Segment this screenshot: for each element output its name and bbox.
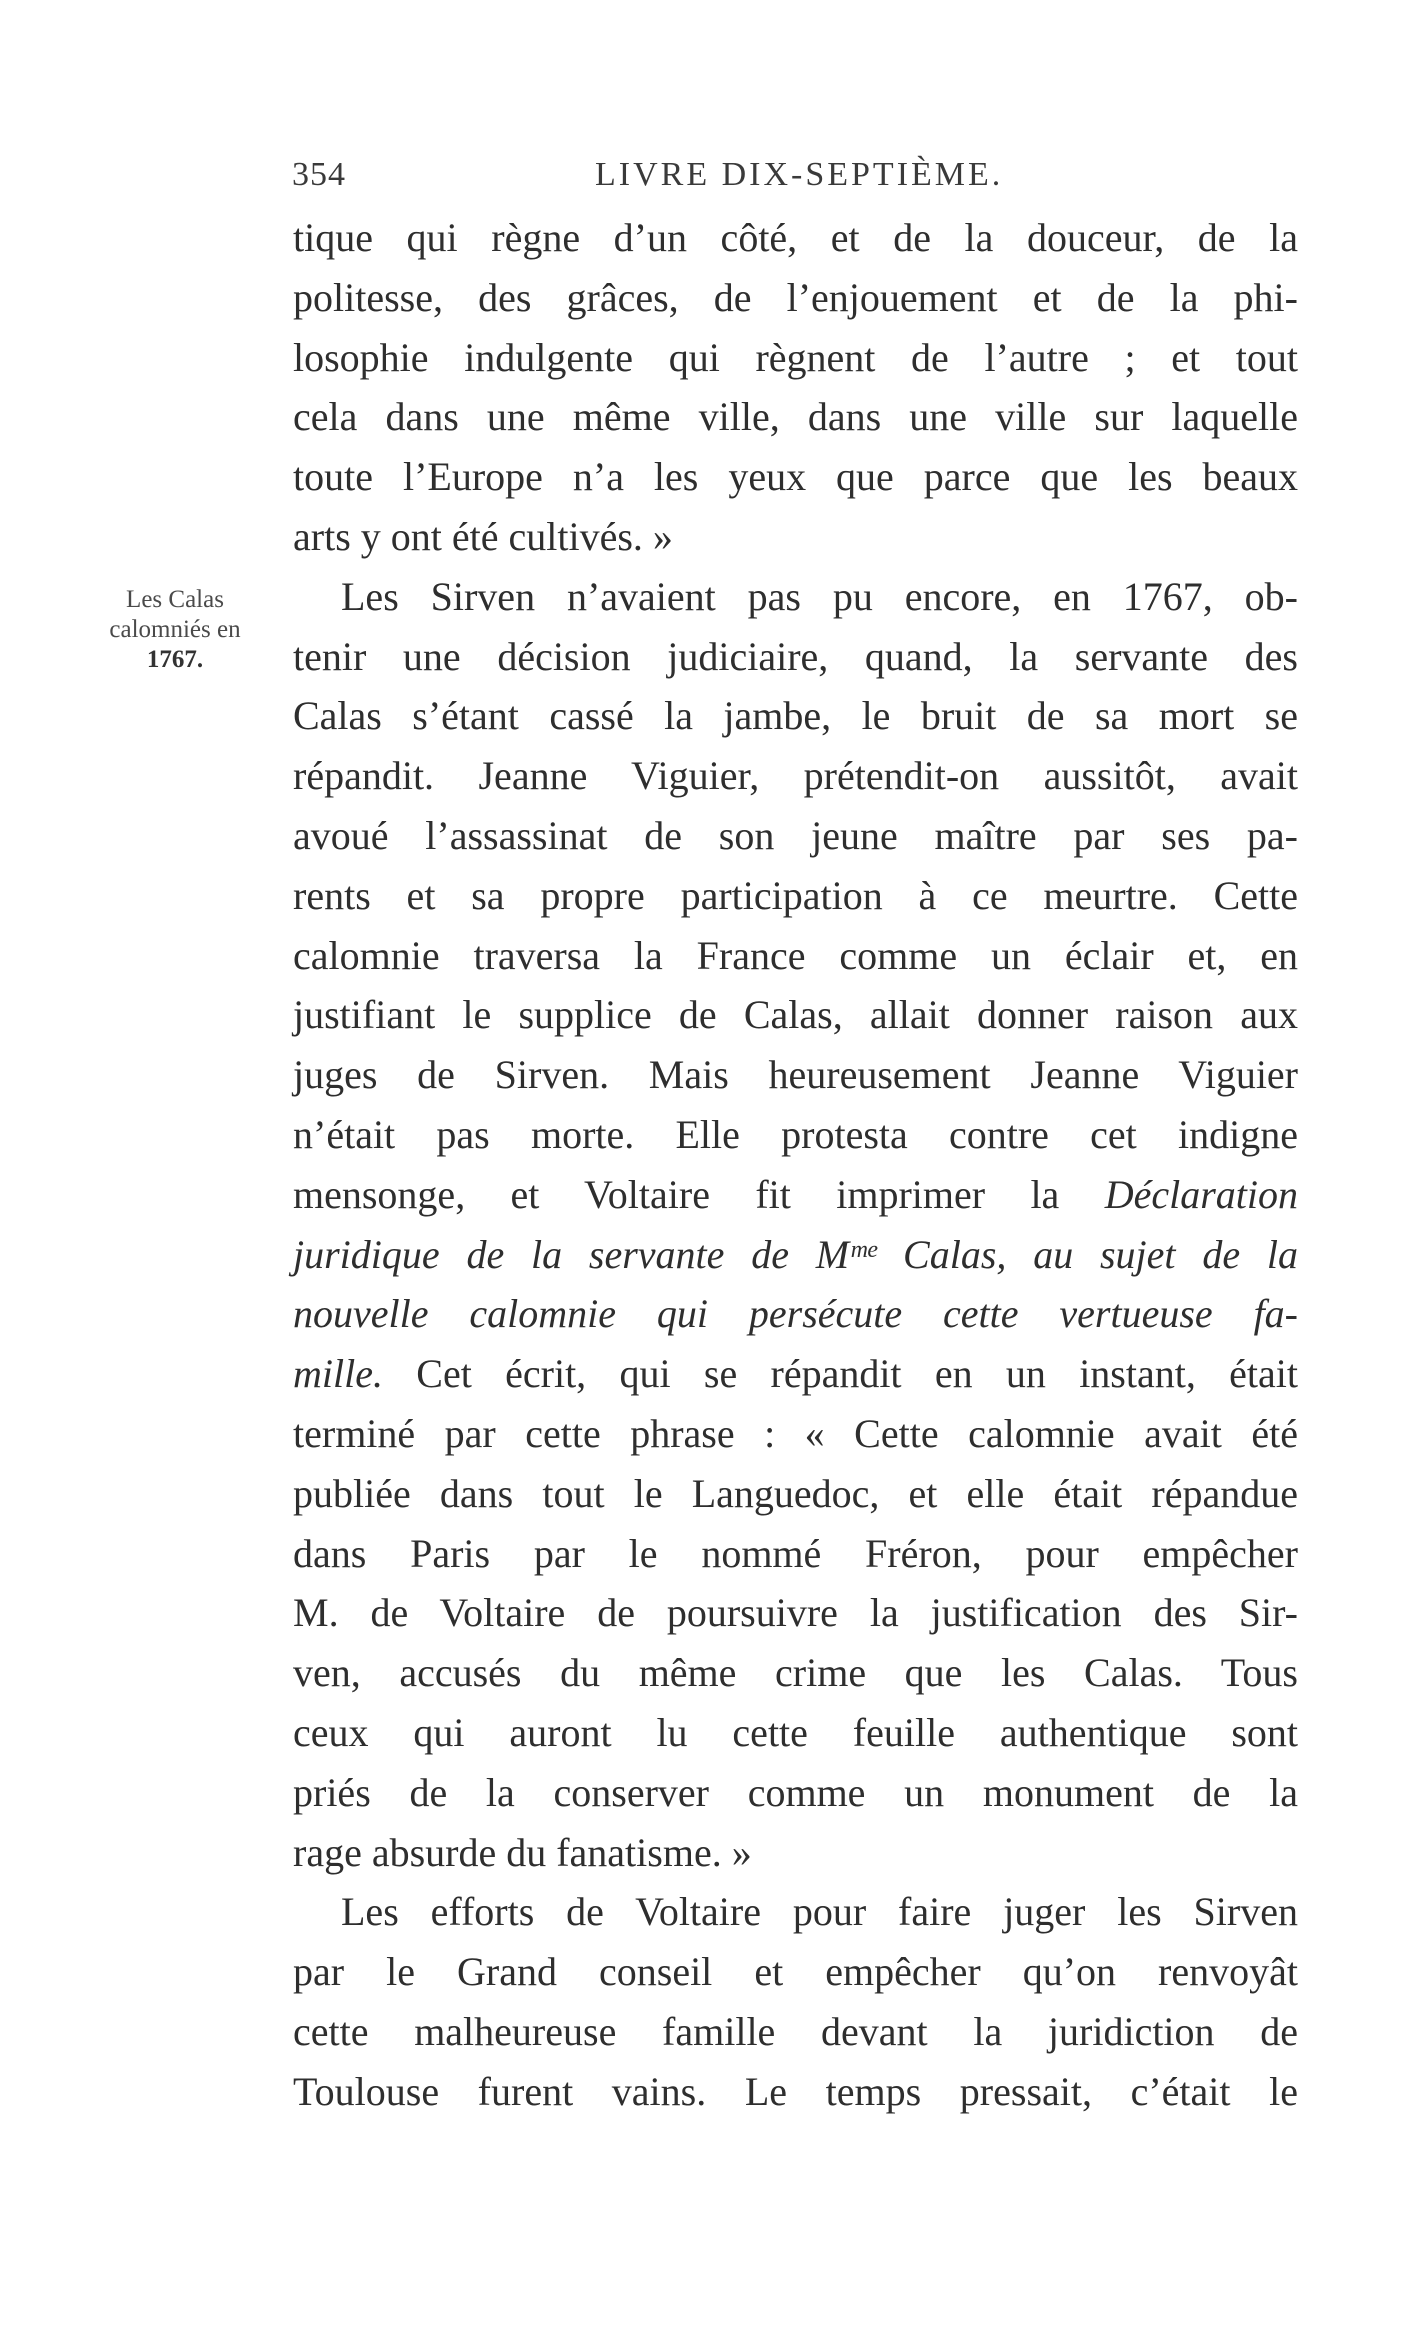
text-line: avoué l’assassinat de son jeune maître par ses pa- [293,812,1298,858]
text-line: ven, accusés du même crime que les Calas. Tous [293,1650,1298,1696]
text-line: répandit. Jeanne Viguier, prétendit-on aussitôt, avait [293,753,1298,799]
text-line [293,1165,1298,1225]
margin-note-line: Les Calas [126,586,224,613]
text-line: Les efforts de Voltaire pour faire juger les Sirven [341,1889,1298,1935]
page-number: 354 [292,156,346,193]
running-title: LIVRE DIX-SEPTIÈME. [595,156,1004,193]
text-line: calomnie traversa la France comme un éclair et, en [293,932,1298,978]
body-text [293,208,1298,2122]
text-line: n’était pas morte. Elle protesta contre cet indigne [293,1111,1298,1157]
text-line: politesse, des grâces, de l’enjouement et de la phi- [293,274,1298,320]
margin-note [80,585,270,675]
text-line: priés de la conserver comme un monument de la [293,1769,1298,1815]
text-line: ceux qui auront lu cette feuille authentique sont [293,1709,1298,1755]
text-line: Toulouse furent vains. Le temps pressait, c’était le [293,2068,1298,2114]
text-line: rents et sa propre participation à ce meurtre. Cette [293,872,1298,918]
text-line: rage absurde du fanatisme. » [293,1829,752,1875]
text-line: tique qui règne d’un côté, et de la douceur, de la [293,215,1298,260]
text-line: terminé par cette phrase : « Cette calomnie avait été [293,1410,1298,1456]
text-segment: mensonge, et Voltaire fit imprimer la [293,1171,1105,1217]
text-line: cette malheureuse famille devant la juridiction de [293,2008,1298,2054]
running-head [292,156,1292,200]
text-line: publiée dans tout le Languedoc, et elle était répandue [293,1470,1298,1516]
text-line: dans Paris par le nommé Fréron, pour empêcher [293,1530,1298,1576]
text-line: M. de Voltaire de poursuivre la justification des Sir- [293,1590,1298,1636]
text-line: cela dans une même ville, dans une ville sur laquelle [293,394,1298,440]
text-line: losophie indulgente qui règnent de l’autre ; et tout [293,334,1298,380]
text-line: arts y ont été cultivés. » [293,513,673,559]
text-line: juges de Sirven. Mais heureusement Jeanne Viguier [293,1052,1298,1098]
text-line [293,1344,1298,1404]
margin-note-line: calomniés en [109,616,241,643]
italic-title-line: nouvelle calomnie qui persécute cette vertueuse fa- [293,1291,1298,1337]
text-line: Calas s’étant cassé la jambe, le bruit de sa mort se [293,693,1298,739]
italic-title: Déclaration [1104,1171,1298,1217]
margin-note-year: 1767. [146,646,204,673]
text-line: toute l’Europe n’a les yeux que parce que les beaux [293,454,1298,500]
text-line: tenir une décision judiciaire, quand, la servante des [293,633,1298,679]
text-segment: Cet écrit, qui se répandit en un instant, était [382,1351,1298,1397]
text-line: par le Grand conseil et empêcher qu’on renvoyât [293,1949,1298,1995]
text-line: Les Sirven n’avaient pas pu encore, en 1767, ob- [341,573,1298,619]
italic-title-line: juridique de la servante de Mᵐᵉ Calas, au sujet de la [293,1231,1298,1277]
text-line: justifiant le supplice de Calas, allait donner raison aux [293,992,1298,1038]
italic-title: mille. [293,1351,383,1397]
